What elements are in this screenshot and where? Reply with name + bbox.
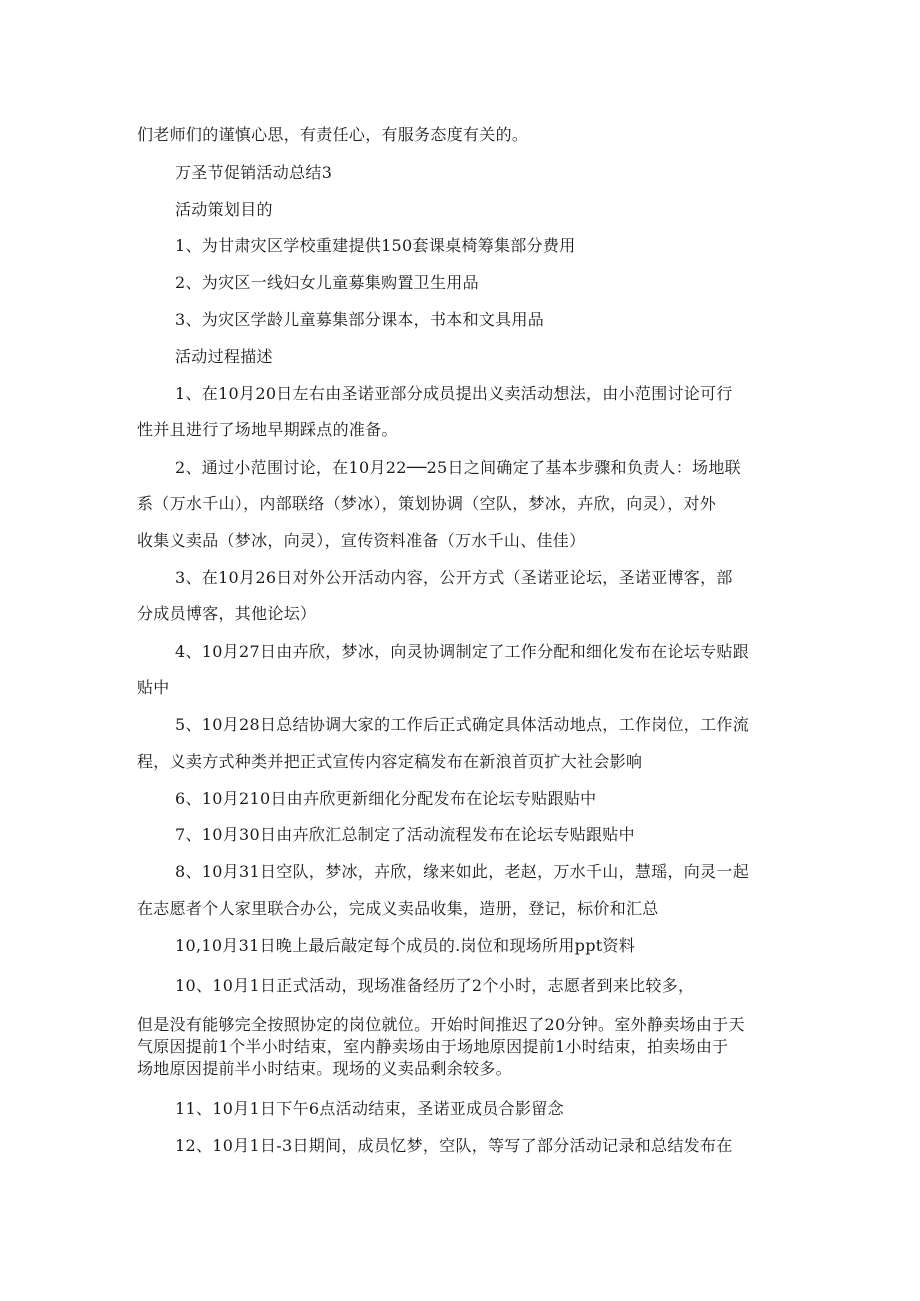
paragraph-line: 11、10月1日下午6点活动结束，圣诺亚成员合影留念 bbox=[175, 1099, 564, 1118]
paragraph-line: 7、10月30日由卉欣汇总制定了活动流程发布在论坛专贴跟贴中 bbox=[175, 825, 635, 844]
paragraph-line: 10、10月1日正式活动，现场准备经历了2个小时，志愿者到来比较多， bbox=[175, 976, 695, 995]
paragraph-line: 5、10月28日总结协调大家的工作后正式确定具体活动地点，工作岗位，工作流 bbox=[175, 715, 749, 734]
list-item: 1、为甘肃灾区学校重建提供150套课桌椅筹集部分费用 bbox=[175, 236, 576, 255]
paragraph-line: 8、10月31日空队，梦冰，卉欣，缘来如此，老赵，万水千山，慧瑶，向灵一起 bbox=[175, 862, 749, 881]
paragraph-line: 2、通过小范围讨论，在10月22──25日之间确定了基本步骤和负责人：场地联 bbox=[175, 458, 741, 477]
paragraph-line: 6、10月210日由卉欣更新细化分配发布在论坛专贴跟贴中 bbox=[175, 789, 597, 808]
paragraph-line: 性并且进行了场地早期踩点的准备。 bbox=[137, 420, 398, 439]
paragraph-line: 10,10月31日晚上最后敲定每个成员的.岗位和现场所用ppt资料 bbox=[175, 936, 636, 955]
subheading: 活动过程描述 bbox=[175, 347, 273, 366]
paragraph-line: 气原因提前1个半小时结束，室内静卖场由于场地原因提前1小时结束，拍卖场由于 bbox=[137, 1037, 729, 1056]
paragraph-line: 收集义卖品（梦冰，向灵），宣传资料准备（万水千山、佳佳） bbox=[137, 531, 586, 550]
paragraph-line: 们老师们的谨慎心思，有责任心，有服务态度有关的。 bbox=[137, 125, 529, 144]
subheading: 活动策划目的 bbox=[175, 200, 273, 219]
paragraph-line: 分成员博客，其他论坛） bbox=[137, 604, 317, 623]
paragraph-line: 3、在10月26日对外公开活动内容，公开方式（圣诺亚论坛，圣诺亚博客，部 bbox=[175, 568, 733, 587]
paragraph-line: 贴中 bbox=[137, 678, 170, 697]
paragraph-line: 系（万水千山），内部联络（梦冰），策划协调（空队，梦冰，卉欣，向灵），对外 bbox=[137, 494, 717, 513]
section-title: 万圣节促销活动总结3 bbox=[175, 163, 333, 182]
paragraph-line: 场地原因提前半小时结束。现场的义卖品剩余较多。 bbox=[137, 1059, 512, 1078]
paragraph-line: 但是没有能够完全按照协定的岗位就位。开始时间推迟了20分钟。室外静卖场由于天 bbox=[137, 1015, 745, 1034]
paragraph-line: 程，义卖方式种类并把正式宣传内容定稿发布在新浪首页扩大社会影响 bbox=[137, 752, 643, 771]
list-item: 2、为灾区一线妇女儿童募集购置卫生用品 bbox=[175, 273, 479, 292]
paragraph-line: 12、10月1日-3日期间，成员忆梦，空队，等写了部分活动记录和总结发布在 bbox=[175, 1136, 733, 1155]
paragraph-line: 1、在10月20日左右由圣诺亚部分成员提出义卖活动想法，由小范围讨论可行 bbox=[175, 384, 733, 403]
paragraph-line: 在志愿者个人家里联合办公，完成义卖品收集，造册，登记，标价和汇总 bbox=[137, 899, 659, 918]
list-item: 3、为灾区学龄儿童募集部分课本，书本和文具用品 bbox=[175, 310, 545, 329]
paragraph-line: 4、10月27日由卉欣，梦冰，向灵协调制定了工作分配和细化发布在论坛专贴跟 bbox=[175, 642, 749, 661]
